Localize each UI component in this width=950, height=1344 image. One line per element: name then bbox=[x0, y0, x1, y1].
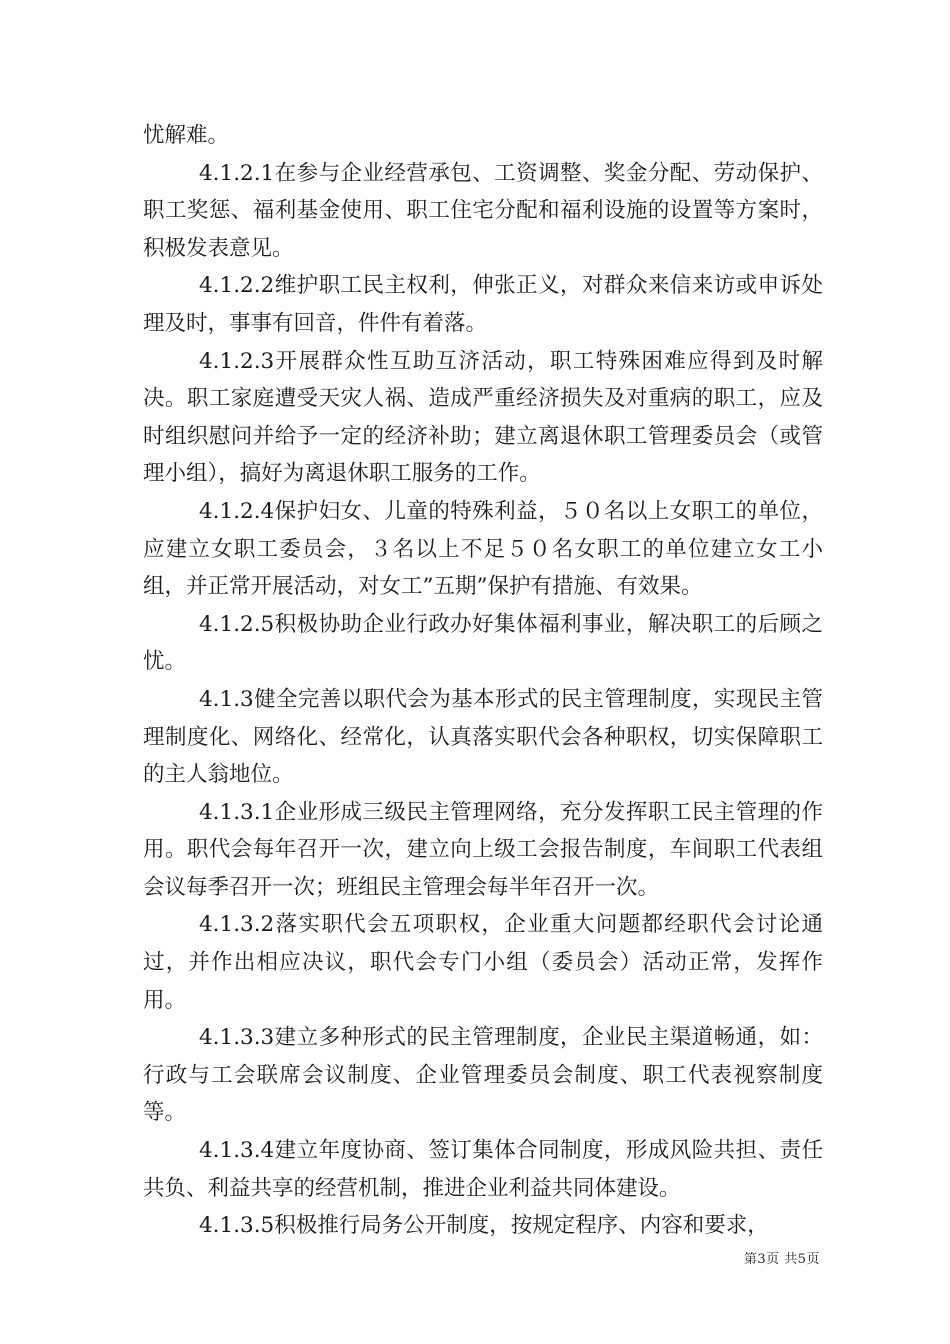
paragraph: 4.1.2.5积极协助企业行政办好集体福利事业，解决职工的后顾之忧。 bbox=[143, 611, 823, 675]
paragraph: 4.1.3.2落实职代会五项职权，企业重大问题都经职代会讨论通过，并作出相应决议，职代会专门小组（委员会）活动正常，发挥作用。 bbox=[143, 912, 823, 1013]
paragraph: 4.1.3健全完善以职代会为基本形式的民主管理制度，实现民主管理制度化、网络化、经常化，认真落实职代会各种职权，切实保障职工的主人翁地位。 bbox=[143, 686, 823, 788]
paragraph: 4.1.3.5积极推行局务公开制度，按规定程序、内容和要求， bbox=[199, 1213, 769, 1239]
document-body bbox=[143, 117, 823, 1245]
paragraph: 忧解难。 bbox=[143, 123, 230, 148]
paragraph: 4.1.2.4保护妇女、儿童的特殊利益，５０名以上女职工的单位，应建立女职工委员会，３名以上不足５０名女职工的单位建立女工小组，并正常开展活动，对女工”五期”保护有措施、有效果。 bbox=[143, 498, 823, 600]
paragraph: 4.1.2.3开展群众性互助互济活动，职工特殊困难应得到及时解决。职工家庭遭受天灾人祸、造成严重经济损失及对重病的职工，应及时组织慰问并给予一定的经济补助；建立离退休职工管理委员会（或管理小组），搞好为离退休职工服务的工作。 bbox=[143, 348, 823, 487]
paragraph: 4.1.3.3建立多种形式的民主管理制度，企业民主渠道畅通，如：行政与工会联席会议制度、企业管理委员会制度、职工代表视察制度等。 bbox=[143, 1025, 823, 1126]
page-number-footer: 第3页 共5页 bbox=[743, 1252, 820, 1267]
paragraph: 4.1.3.4建立年度协商、签订集体合同制度，形成风险共担、责任共负、利益共享的经营机制，推进企业利益共同体建设。 bbox=[143, 1138, 823, 1201]
paragraph: 4.1.2.2维护职工民主权利，伸张正义，对群众来信来访或申诉处理及时，事事有回音，件件有着落。 bbox=[143, 273, 823, 336]
paragraph: 4.1.2.1在参与企业经营承包、工资调整、奖金分配、劳动保护、职工奖惩、福利基金使用、职工住宅分配和福利设施的设置等方案时，积极发表意见。 bbox=[143, 160, 823, 261]
paragraph: 4.1.3.1企业形成三级民主管理网络，充分发挥职工民主管理的作用。职代会每年召开一次，建立向上级工会报告制度，车间职工代表组会议每季召开一次；班组民主管理会每半年召开一次。 bbox=[143, 799, 823, 900]
